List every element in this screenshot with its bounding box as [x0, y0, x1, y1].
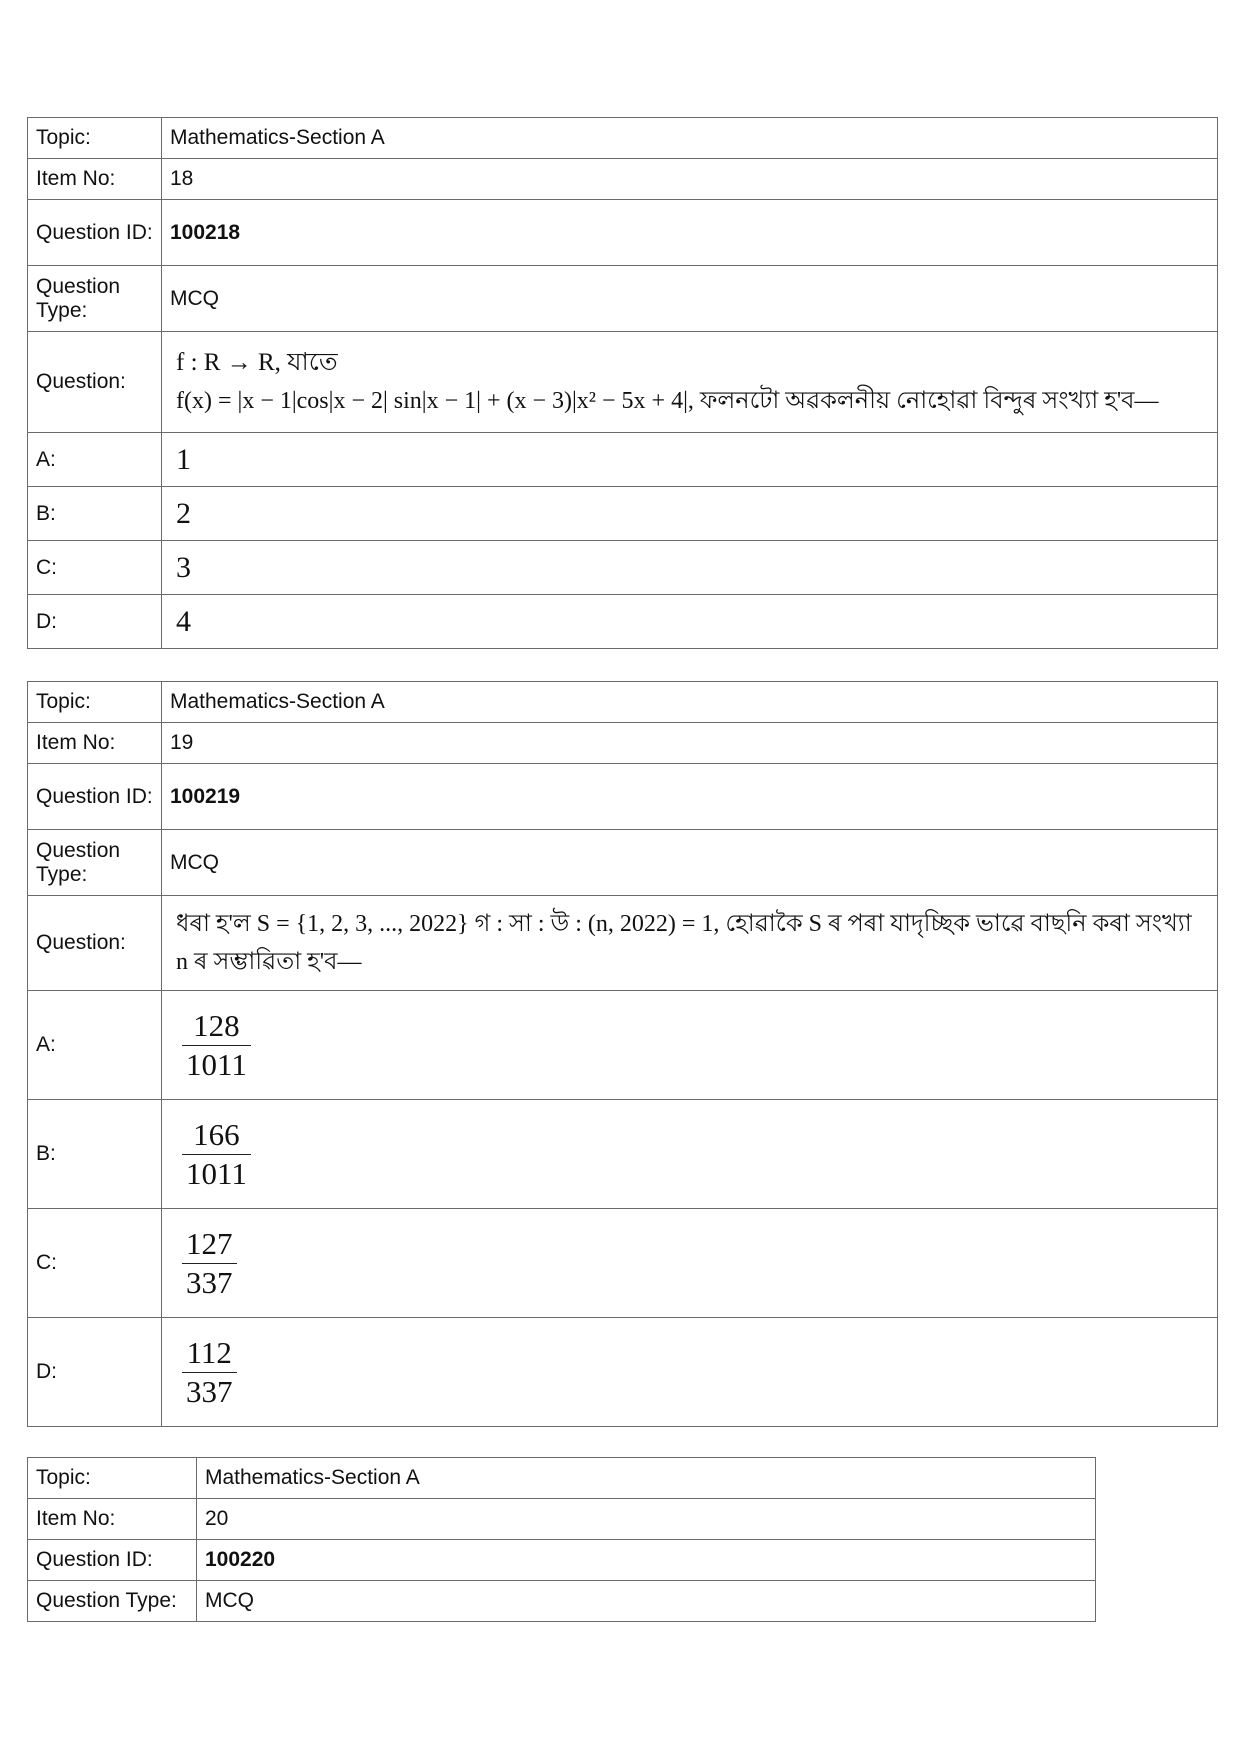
question-type-value: MCQ: [162, 266, 1218, 332]
fraction-numerator: 166: [193, 1116, 240, 1152]
question-type-value: MCQ: [162, 830, 1218, 896]
question-label: Question:: [28, 332, 162, 433]
topic-value: Mathematics-Section A: [162, 118, 1218, 159]
topic-value: Mathematics-Section A: [197, 1458, 1096, 1499]
question-text: [162, 332, 1218, 433]
question-type-label: Question Type:: [28, 1581, 197, 1622]
fraction-denominator: 337: [186, 1264, 233, 1300]
item-no-label: Item No:: [28, 159, 162, 200]
option-b-label: B:: [28, 487, 162, 541]
option-a-fraction: [182, 1007, 251, 1084]
option-c-value: [162, 1209, 1218, 1318]
option-c-label: C:: [28, 1209, 162, 1318]
question-line-1: f : R → R, যাতে: [176, 349, 338, 376]
option-c-fraction: [182, 1225, 237, 1302]
option-d-label: D:: [28, 1318, 162, 1427]
fraction-denominator: 1011: [186, 1046, 247, 1082]
option-a-value: 1: [162, 433, 1218, 487]
item-no-value: 18: [162, 159, 1218, 200]
question-type-label: Question Type:: [28, 266, 162, 332]
fraction-numerator: 128: [193, 1007, 240, 1043]
question-id-label: Question ID:: [28, 1540, 197, 1581]
question-table-20: [27, 1457, 1096, 1622]
item-no-value: 19: [162, 723, 1218, 764]
option-d-label: D:: [28, 595, 162, 649]
question-id-label: Question ID:: [28, 764, 162, 830]
option-d-fraction: [182, 1334, 237, 1411]
option-d-value: 4: [162, 595, 1218, 649]
fraction-numerator: 127: [186, 1225, 233, 1261]
topic-value: Mathematics-Section A: [162, 682, 1218, 723]
fraction-numerator: 112: [186, 1334, 232, 1370]
option-b-value: 2: [162, 487, 1218, 541]
item-no-label: Item No:: [28, 723, 162, 764]
question-id-value: 100220: [197, 1540, 1096, 1581]
topic-label: Topic:: [28, 1458, 197, 1499]
question-type-value: MCQ: [197, 1581, 1096, 1622]
item-no-label: Item No:: [28, 1499, 197, 1540]
question-table-19: [27, 681, 1218, 1427]
fraction-denominator: 1011: [186, 1155, 247, 1191]
item-no-value: 20: [197, 1499, 1096, 1540]
topic-label: Topic:: [28, 118, 162, 159]
option-a-label: A:: [28, 991, 162, 1100]
question-text: ধৰা হ'ল S = {1, 2, 3, ..., 2022} গ : সা : উ : (n, 2022) = 1, হোৱাকৈ S ৰ পৰা যাদৃচ্ছিক ভাৱে বাছনি কৰা সংখ্যা n ৰ সম্ভাৱিতা হ'ব—: [162, 896, 1218, 991]
question-type-label: Question Type:: [28, 830, 162, 896]
option-b-label: B:: [28, 1100, 162, 1209]
option-c-value: 3: [162, 541, 1218, 595]
question-line-2: f(x) = |x − 1|cos|x − 2| sin|x − 1| + (x − 3)|x² − 5x + 4|, ফলনটো অৱকলনীয় নোহোৱা বিন্দুৰ সংখ্যা হ'ব—: [176, 388, 1159, 414]
topic-label: Topic:: [28, 682, 162, 723]
option-a-value: [162, 991, 1218, 1100]
option-c-label: C:: [28, 541, 162, 595]
option-b-fraction: [182, 1116, 251, 1193]
option-a-label: A:: [28, 433, 162, 487]
question-table-18: [27, 117, 1218, 649]
option-d-value: [162, 1318, 1218, 1427]
question-label: Question:: [28, 896, 162, 991]
fraction-denominator: 337: [186, 1373, 233, 1409]
question-id-value: 100219: [162, 764, 1218, 830]
question-id-value: 100218: [162, 200, 1218, 266]
option-b-value: [162, 1100, 1218, 1209]
question-id-label: Question ID:: [28, 200, 162, 266]
